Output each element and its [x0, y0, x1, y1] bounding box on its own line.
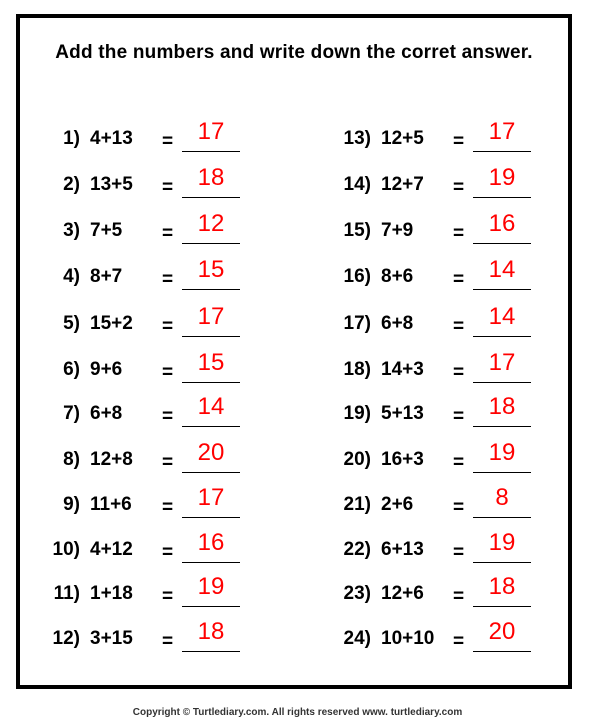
problem-row [327, 486, 587, 522]
answer-line [182, 151, 240, 152]
equals-sign: = [162, 406, 174, 427]
problem-number: 2) [63, 174, 80, 195]
equals-sign: = [162, 631, 174, 652]
problem-number: 1) [63, 128, 80, 149]
problem-row [36, 351, 296, 387]
answer-line [473, 426, 531, 427]
answer-line [182, 606, 240, 607]
equals-sign: = [453, 631, 465, 652]
answer-line [182, 651, 240, 652]
problem-row [327, 395, 587, 431]
answer-value: 12 [197, 210, 225, 237]
problem-row [327, 166, 587, 202]
answer-value: 20 [488, 618, 516, 645]
problem-row [36, 441, 296, 477]
problem-row [36, 212, 296, 248]
problem-number: 9) [63, 494, 80, 515]
problem-row [36, 531, 296, 567]
answer-value: 15 [197, 256, 225, 283]
answer-line [182, 426, 240, 427]
worksheet-frame [16, 14, 572, 689]
problem-number: 15) [343, 220, 371, 241]
problem-number: 5) [63, 313, 80, 334]
problem-row [327, 258, 587, 294]
answer-value: 19 [488, 164, 516, 191]
equals-sign: = [162, 131, 174, 152]
problem-row [36, 166, 296, 202]
equals-sign: = [453, 269, 465, 290]
answer-line [473, 197, 531, 198]
equals-sign: = [162, 497, 174, 518]
answer-line [182, 197, 240, 198]
problem-expression: 6+8 [381, 313, 414, 334]
answer-line [473, 651, 531, 652]
problem-expression: 8+6 [381, 266, 414, 287]
problem-expression: 13+5 [90, 174, 133, 195]
answer-line [473, 243, 531, 244]
problem-row [36, 305, 296, 341]
answer-value: 17 [197, 484, 225, 511]
equals-sign: = [453, 223, 465, 244]
problem-expression: 12+8 [90, 449, 133, 470]
problem-number: 8) [63, 449, 80, 470]
answer-line [473, 472, 531, 473]
problem-row [327, 441, 587, 477]
answer-value: 17 [488, 349, 516, 376]
problem-number: 10) [52, 539, 80, 560]
problem-row [327, 120, 587, 156]
answer-line [473, 562, 531, 563]
problem-expression: 4+13 [90, 128, 133, 149]
problem-expression: 3+15 [90, 628, 133, 649]
problem-expression: 14+3 [381, 359, 424, 380]
equals-sign: = [453, 406, 465, 427]
answer-value: 17 [197, 303, 225, 330]
problem-number: 20) [343, 449, 371, 470]
answer-line [182, 517, 240, 518]
equals-sign: = [162, 542, 174, 563]
answer-value: 18 [488, 393, 516, 420]
answer-value: 20 [197, 439, 225, 466]
problem-number: 23) [343, 583, 371, 604]
copyright-footer: Copyright © Turtlediary.com. All rights reserved www. turtlediary.com [132, 707, 463, 718]
answer-line [182, 562, 240, 563]
equals-sign: = [453, 452, 465, 473]
problem-expression: 7+5 [90, 220, 123, 241]
problem-number: 19) [343, 403, 371, 424]
problem-row [327, 212, 587, 248]
answer-value: 18 [197, 618, 225, 645]
problem-number: 24) [343, 628, 371, 649]
equals-sign: = [453, 316, 465, 337]
problem-number: 6) [63, 359, 80, 380]
problem-number: 17) [343, 313, 371, 334]
answer-line [182, 289, 240, 290]
problem-row [327, 620, 587, 656]
problem-expression: 2+6 [381, 494, 414, 515]
equals-sign: = [453, 586, 465, 607]
answer-value: 19 [488, 529, 516, 556]
equals-sign: = [162, 316, 174, 337]
answer-value: 17 [197, 118, 225, 145]
problem-expression: 6+8 [90, 403, 123, 424]
problem-number: 3) [63, 220, 80, 241]
answer-value: 14 [488, 303, 516, 330]
worksheet-instruction: Add the numbers and write down the corret answer. [55, 42, 533, 63]
answer-value: 8 [495, 484, 509, 511]
answer-line [182, 382, 240, 383]
problem-row [36, 395, 296, 431]
answer-value: 18 [197, 164, 225, 191]
answer-value: 19 [488, 439, 516, 466]
problem-expression: 15+2 [90, 313, 133, 334]
answer-value: 16 [197, 529, 225, 556]
problem-number: 21) [343, 494, 371, 515]
problem-number: 7) [63, 403, 80, 424]
problem-row [36, 486, 296, 522]
problem-row [327, 305, 587, 341]
problem-expression: 5+13 [381, 403, 424, 424]
answer-value: 14 [197, 393, 225, 420]
problem-expression: 11+6 [90, 494, 132, 515]
problem-row [36, 258, 296, 294]
answer-value: 19 [197, 573, 225, 600]
answer-line [473, 151, 531, 152]
problem-row [327, 575, 587, 611]
problem-expression: 10+10 [381, 628, 435, 649]
answer-line [473, 606, 531, 607]
problem-number: 11) [53, 583, 80, 604]
answer-line [473, 382, 531, 383]
answer-value: 18 [488, 573, 516, 600]
equals-sign: = [162, 452, 174, 473]
answer-line [182, 472, 240, 473]
equals-sign: = [453, 497, 465, 518]
problem-expression: 1+18 [90, 583, 133, 604]
answer-value: 17 [488, 118, 516, 145]
problem-expression: 4+12 [90, 539, 133, 560]
problem-number: 14) [343, 174, 371, 195]
problem-row [36, 120, 296, 156]
answer-line [473, 289, 531, 290]
problem-number: 16) [343, 266, 371, 287]
problem-number: 4) [63, 266, 80, 287]
equals-sign: = [453, 542, 465, 563]
problem-expression: 8+7 [90, 266, 123, 287]
equals-sign: = [162, 586, 174, 607]
equals-sign: = [453, 177, 465, 198]
problem-row [327, 531, 587, 567]
problem-expression: 9+6 [90, 359, 123, 380]
problem-expression: 7+9 [381, 220, 414, 241]
problem-number: 13) [343, 128, 371, 149]
equals-sign: = [162, 223, 174, 244]
answer-line [182, 243, 240, 244]
problem-expression: 12+6 [381, 583, 424, 604]
problem-number: 12) [52, 628, 80, 649]
equals-sign: = [162, 362, 174, 383]
problem-row [36, 575, 296, 611]
equals-sign: = [453, 362, 465, 383]
equals-sign: = [162, 177, 174, 198]
problem-row [327, 351, 587, 387]
answer-line [473, 336, 531, 337]
problem-number: 22) [343, 539, 371, 560]
answer-value: 14 [488, 256, 516, 283]
problem-expression: 6+13 [381, 539, 424, 560]
answer-line [473, 517, 531, 518]
problem-expression: 16+3 [381, 449, 424, 470]
problem-expression: 12+7 [381, 174, 424, 195]
problem-number: 18) [343, 359, 371, 380]
equals-sign: = [453, 131, 465, 152]
problem-expression: 12+5 [381, 128, 424, 149]
equals-sign: = [162, 269, 174, 290]
answer-line [182, 336, 240, 337]
problem-row [36, 620, 296, 656]
answer-value: 15 [197, 349, 225, 376]
answer-value: 16 [488, 210, 516, 237]
